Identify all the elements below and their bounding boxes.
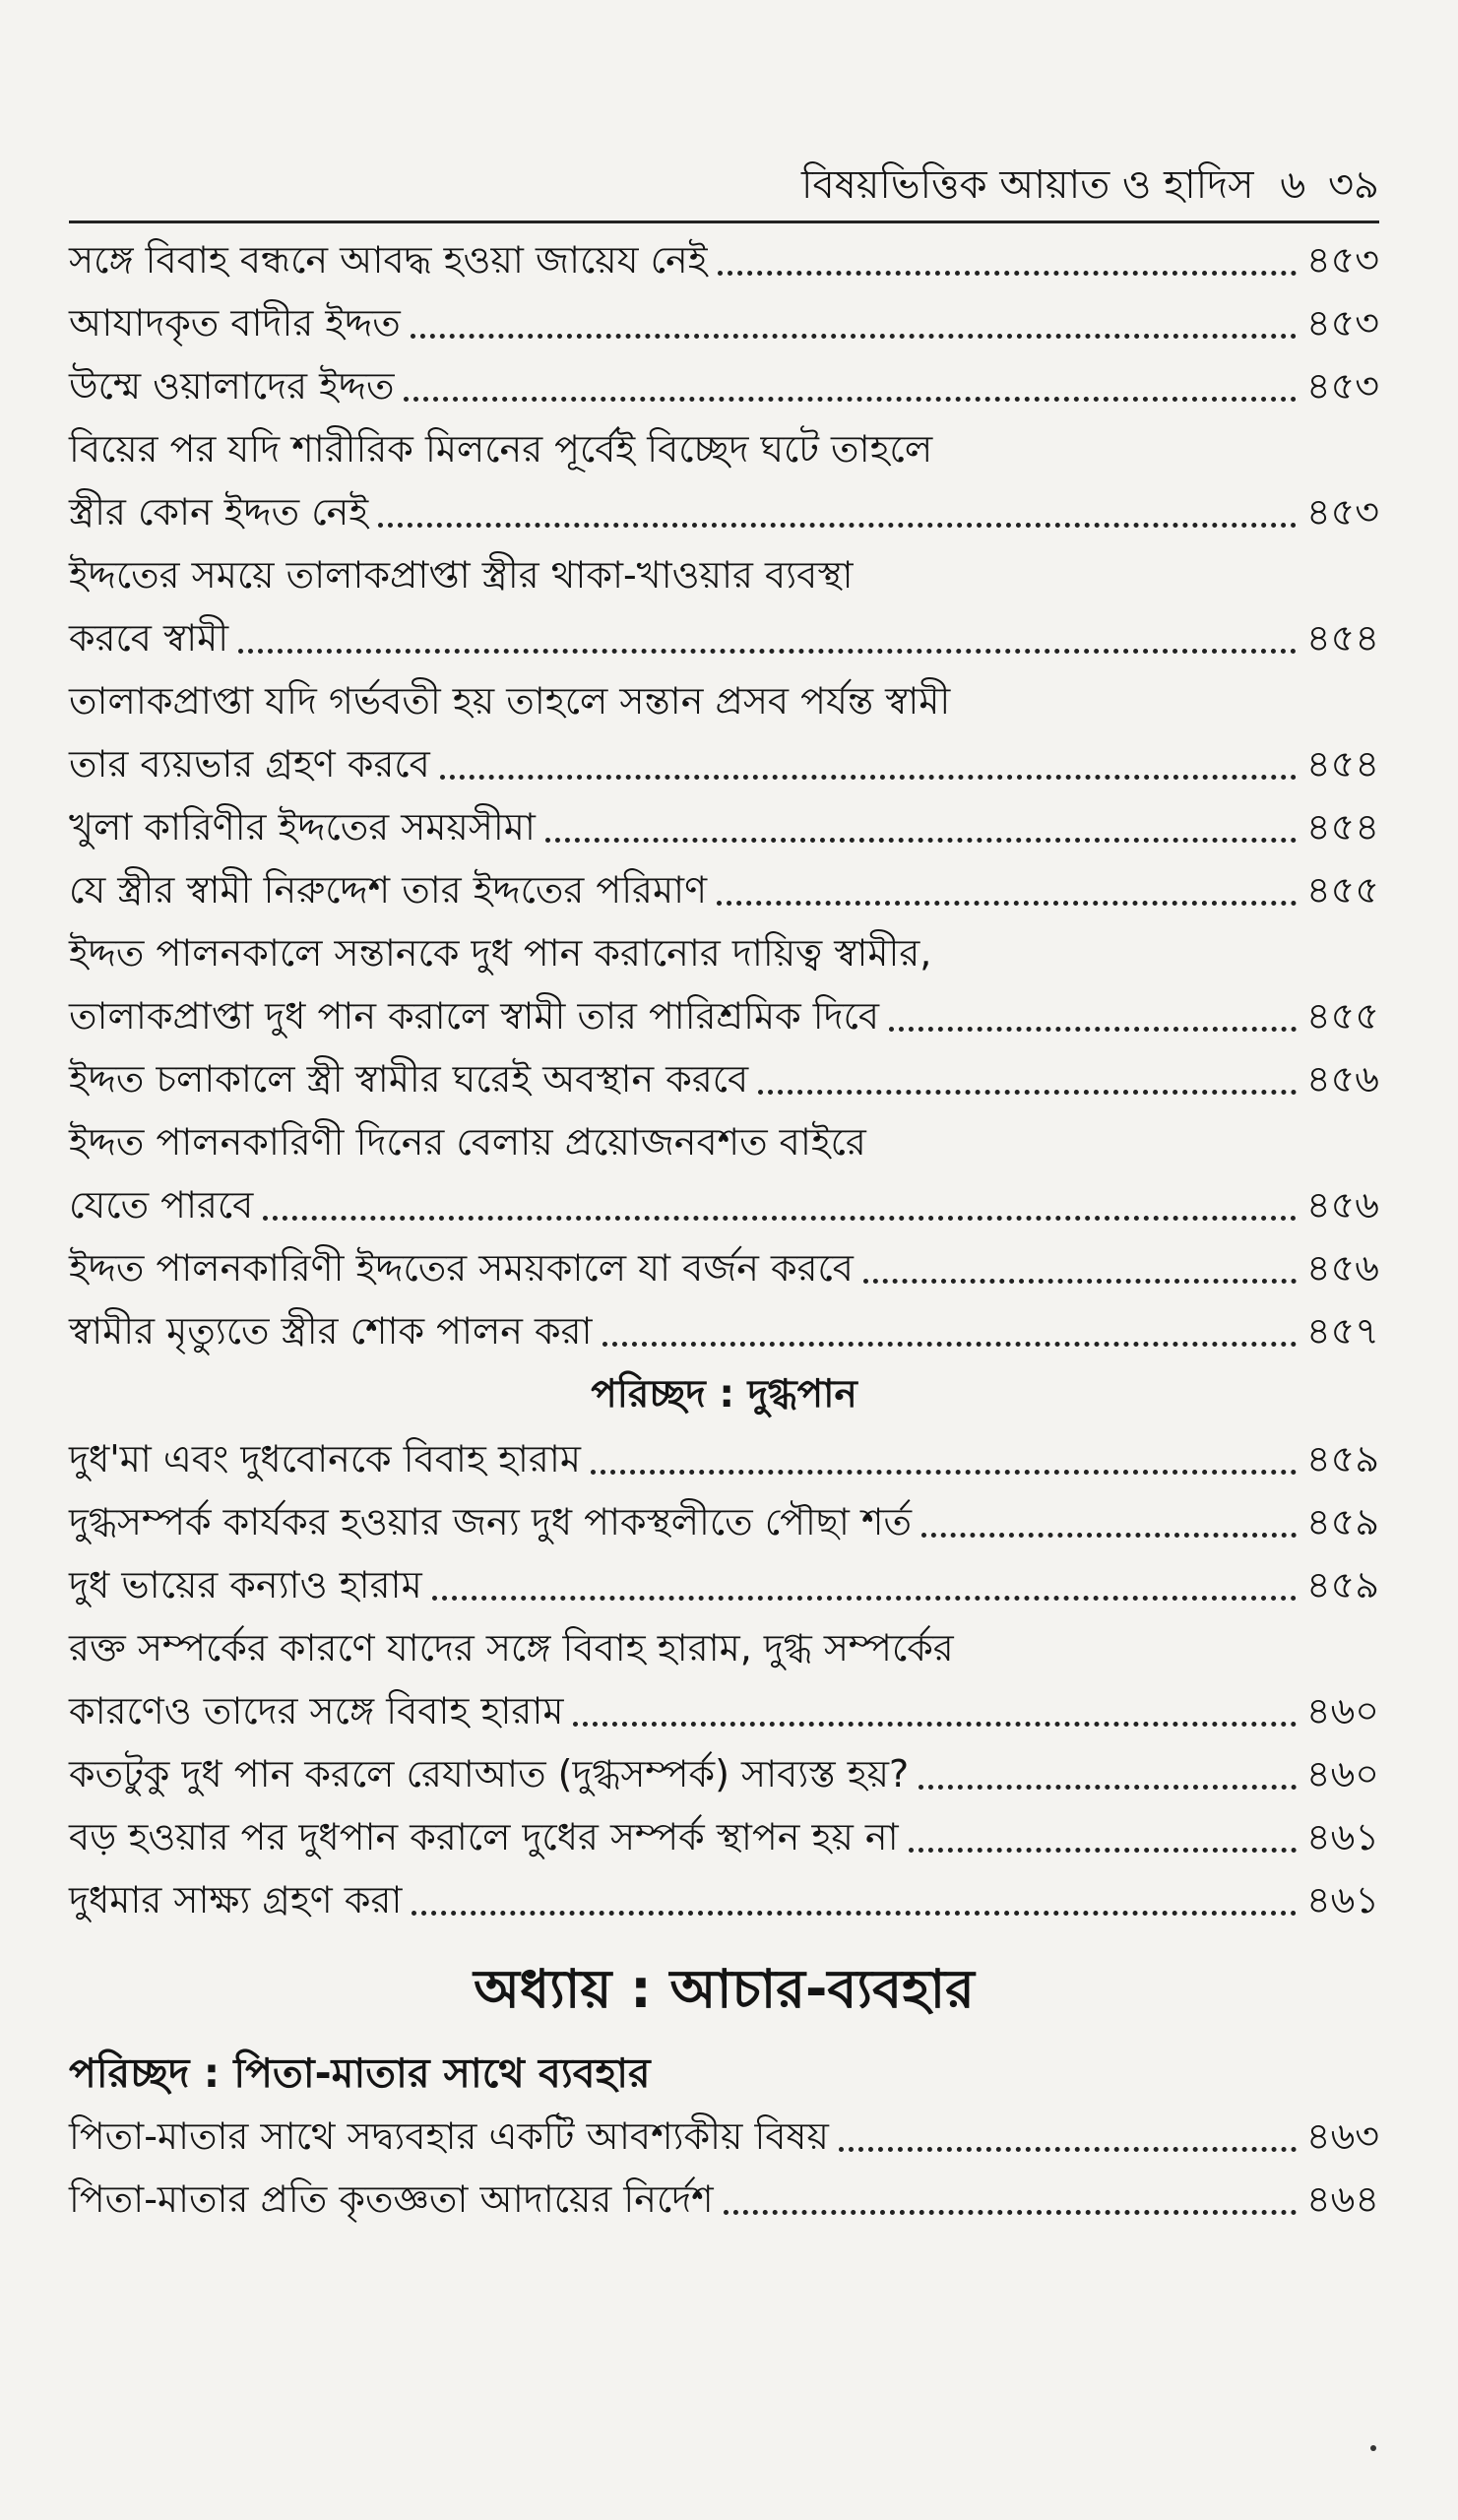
toc-entry: [69, 1490, 1379, 1553]
dot-leader: [717, 901, 1297, 906]
header-rule: [69, 220, 1379, 223]
header-title: বিষয়ভিত্তিক আয়াত ও হাদিস: [801, 162, 1254, 208]
toc-entry-page: ৪৫৯: [1306, 1563, 1379, 1606]
dot-leader: [758, 1090, 1297, 1095]
section-heading-parents: পরিচ্ছদ : পিতা-মাতার সাথে ব্যবহার: [69, 2049, 651, 2097]
toc-entry-line1: ইদ্দত পালনকালে সন্তানকে দুধ পান করানোর দায়িত্ব স্বামীর,: [69, 931, 932, 975]
dot-leader: [591, 1470, 1297, 1475]
toc-entry-page: ৪৫৯: [1306, 1500, 1379, 1544]
toc-entry: [69, 1742, 1379, 1805]
toc-entry-title: খুলা কারিণীর ইদ্দতের সময়সীমা: [69, 805, 536, 849]
toc-entry-title: দুধ ভায়ের কন্যাও হারাম: [69, 1563, 422, 1606]
toc-entry-title: তালাকপ্রাপ্তা দুধ পান করালে স্বামী তার পারিশ্রমিক দিবে: [69, 994, 880, 1038]
toc-entry: [69, 1236, 1379, 1299]
toc-entry: [69, 354, 1379, 417]
toc-entry-line1: ইদ্দতের সময়ে তালাকপ্রাপ্তা স্ত্রীর থাকা-খাওয়ার ব্যবস্থা: [69, 553, 854, 597]
dot-leader: [263, 1216, 1297, 1221]
toc-entry: [69, 1805, 1379, 1868]
header-page-number: ৩৯: [1328, 162, 1379, 208]
toc-entry: [69, 1047, 1379, 1110]
entry-group-breastfeeding: [69, 1427, 1379, 1931]
toc-entry-page: ৪৬০: [1305, 1689, 1379, 1732]
toc-entry-page: ৪৫৯: [1306, 1437, 1379, 1480]
chapter-heading: অধ্যায় : আচার-ব্যবহার: [474, 1958, 975, 2020]
stray-dot-mark: [1370, 2445, 1376, 2451]
dot-leader: [238, 649, 1297, 654]
dot-leader: [545, 838, 1297, 843]
toc-entry-page: ৪৫৪: [1306, 742, 1379, 786]
toc-entry-title: ইদ্দত চলাকালে স্ত্রী স্বামীর ঘরেই অবস্থান করবে: [69, 1057, 749, 1101]
toc-entry: [69, 1299, 1379, 1362]
toc-entry-title: কারণেও তাদের সঙ্গে বিবাহ হারাম: [69, 1689, 564, 1732]
running-header: [801, 158, 1379, 213]
toc-entry: [69, 2168, 1379, 2231]
entry-group-iddat: [69, 228, 1379, 1362]
dot-leader: [718, 271, 1297, 276]
toc-entry: [69, 858, 1379, 921]
toc-entry-page: ৪৫৩: [1305, 238, 1379, 282]
toc-entry-title: দুগ্ধসম্পর্ক কার্যকর হওয়ার জন্য দুধ পাকস্থলীতে পৌছা শর্ত: [69, 1500, 912, 1544]
toc-entry-page: ৪৬৩: [1305, 2114, 1379, 2158]
toc-entry: [69, 1173, 1379, 1236]
toc-entry-title: সঙ্গে বিবাহ বন্ধনে আবদ্ধ হওয়া জায়েয নেই: [69, 238, 708, 282]
toc-entry-title: যেতে পারবে: [69, 1183, 254, 1227]
toc-entry-page: ৪৫৫: [1306, 994, 1379, 1038]
toc-entry-title: ইদ্দত পালনকারিণী ইদ্দতের সময়কালে যা বর্জন করবে: [69, 1246, 854, 1290]
toc-entry: [69, 1553, 1379, 1616]
toc-entry-title: করবে স্বামী: [69, 616, 229, 660]
toc-entry-page: ৪৫৬: [1305, 1057, 1379, 1101]
toc-entry-line1: রক্ত সম্পর্কের কারণে যাদের সঙ্গে বিবাহ হারাম, দুগ্ধ সম্পর্কের: [69, 1626, 954, 1670]
toc-entry-line1: ইদ্দত পালনকারিণী দিনের বেলায় প্রয়োজনবশত বাইরে: [69, 1120, 866, 1164]
dot-leader: [602, 1342, 1297, 1347]
toc-entry-page: ৪৫৩: [1305, 301, 1379, 345]
dot-leader: [411, 334, 1297, 339]
toc-entry-page: ৪৫৭: [1305, 1309, 1379, 1353]
ornament-icon: ৬: [1280, 162, 1306, 208]
toc-entry-title: উম্মে ওয়ালাদের ইদ্দত: [69, 364, 395, 408]
toc-entry-title: তার ব্যয়ভার গ্রহণ করবে: [69, 742, 430, 786]
dot-leader: [889, 1027, 1297, 1032]
toc-entry: [69, 606, 1379, 669]
toc-entry-title: দুধমার সাক্ষ্য গ্রহণ করা: [69, 1878, 403, 1922]
dot-leader: [921, 1533, 1297, 1538]
toc-entry-title: কতটুকু দুধ পান করলে রেযাআত (দুগ্ধসম্পর্ক) সাব্যস্ত হয়?: [69, 1752, 910, 1796]
dot-leader: [724, 2210, 1297, 2215]
toc-entry-line1: তালাকপ্রাপ্তা যদি গর্ভবতী হয় তাহলে সন্তান প্রসব পর্যন্ত স্বামী: [69, 679, 951, 723]
toc-entry-page: ৪৫৬: [1305, 1183, 1379, 1227]
toc-entry: [69, 795, 1379, 858]
toc-entry-page: ৪৫৪: [1306, 805, 1379, 849]
dot-leader: [440, 775, 1297, 780]
toc-entry: [69, 732, 1379, 795]
toc-entry-page: ৪৬০: [1305, 1752, 1379, 1796]
toc-entry-page: ৪৬১: [1305, 1878, 1379, 1922]
dot-leader: [919, 1785, 1297, 1790]
toc-entry: [69, 1679, 1379, 1742]
dot-leader: [909, 1848, 1297, 1853]
dot-leader: [839, 2147, 1297, 2152]
toc-entry-page: ৪৫৬: [1305, 1246, 1379, 1290]
toc-entry: [69, 2105, 1379, 2168]
dot-leader: [432, 1596, 1297, 1601]
section-heading-breastfeeding: পরিচ্ছদ : দুগ্ধপান: [591, 1372, 857, 1417]
toc-entry-title: পিতা-মাতার সাথে সদ্ব্যবহার একটি আবশ্যকীয় বিষয়: [69, 2114, 829, 2158]
toc-entry-page: ৪৬৪: [1305, 2177, 1379, 2221]
dot-leader: [863, 1279, 1297, 1284]
table-of-contents: [69, 228, 1379, 2231]
toc-entry: [69, 480, 1379, 543]
toc-entry: [69, 1868, 1379, 1931]
entry-group-parents: [69, 2105, 1379, 2231]
toc-entry: [69, 1427, 1379, 1490]
toc-entry-line1: বিয়ের পর যদি শারীরিক মিলনের পূর্বেই বিচ্ছেদ ঘটে তাহলে: [69, 427, 933, 471]
toc-entry: [69, 984, 1379, 1047]
dot-leader: [404, 397, 1296, 402]
toc-entry-title: স্ত্রীর কোন ইদ্দত নেই: [69, 490, 369, 534]
toc-entry-page: ৪৫৩: [1305, 490, 1379, 534]
dot-leader: [412, 1911, 1297, 1916]
toc-entry-page: ৪৫৩: [1305, 364, 1379, 408]
toc-entry-title: দুধ'মা এবং দুধবোনকে বিবাহ হারাম: [69, 1437, 581, 1480]
toc-entry-title: স্বামীর মৃত্যুতে স্ত্রীর শোক পালন করা: [69, 1309, 593, 1353]
toc-entry-title: যে স্ত্রীর স্বামী নিরুদ্দেশ তার ইদ্দতের পরিমাণ: [69, 868, 708, 912]
toc-entry-title: বড় হওয়ার পর দুধপান করালে দুধের সম্পর্ক স্থাপন হয় না: [69, 1815, 899, 1858]
toc-entry-page: ৪৫৫: [1306, 868, 1379, 912]
toc-entry-page: ৪৬১: [1305, 1815, 1379, 1858]
dot-leader: [378, 523, 1297, 528]
toc-entry: [69, 291, 1379, 354]
dot-leader: [573, 1722, 1296, 1727]
toc-entry-title: আযাদকৃত বাদীর ইদ্দত: [69, 301, 401, 345]
toc-entry: [69, 228, 1379, 291]
toc-entry-title: পিতা-মাতার প্রতি কৃতজ্ঞতা আদায়ের নির্দেশ: [69, 2177, 714, 2221]
toc-entry-page: ৪৫৪: [1306, 616, 1379, 660]
